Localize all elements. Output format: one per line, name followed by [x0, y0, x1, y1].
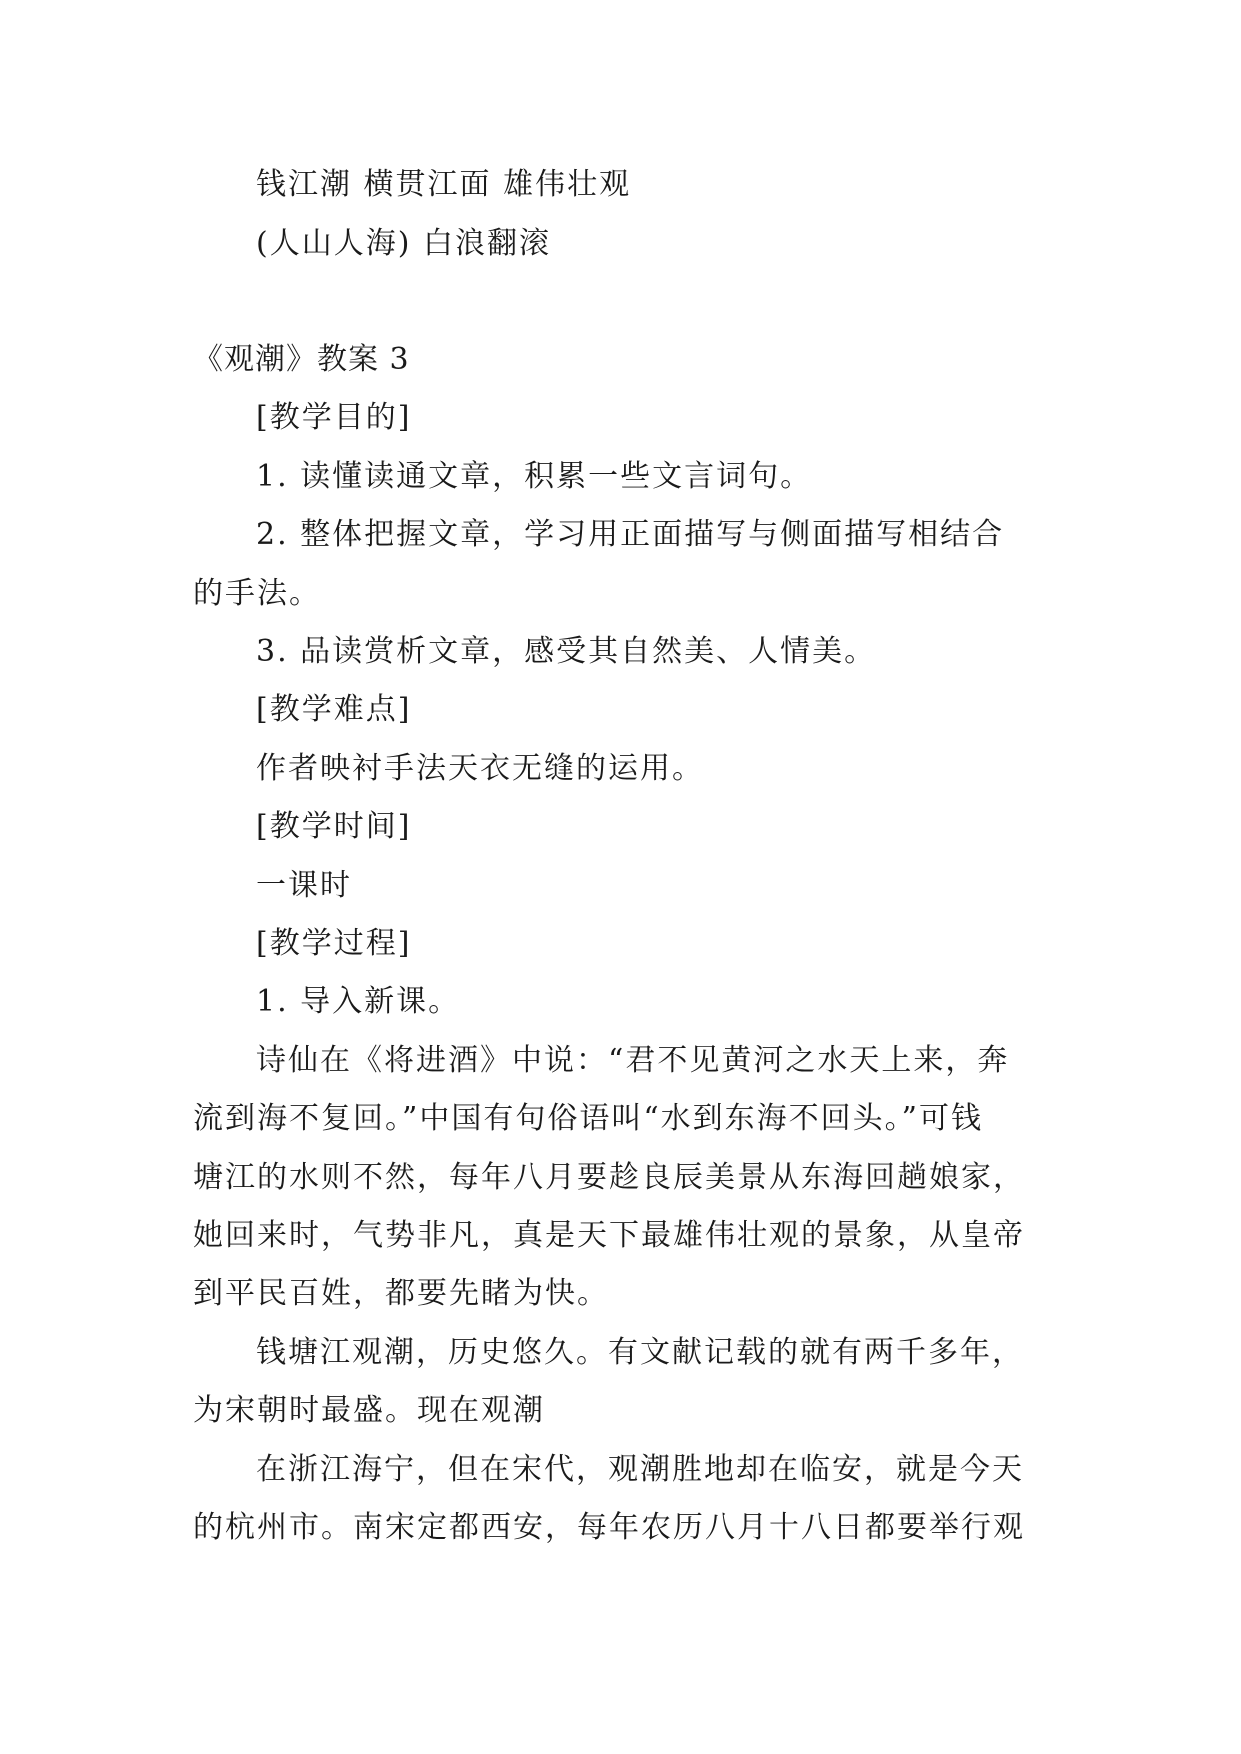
section-title: 《观潮》教案 3	[193, 342, 410, 377]
paragraph-1-line-5: 到平民百姓，都要先睹为快。	[193, 1276, 609, 1311]
paragraph-1-line-1: 诗仙在《将进酒》中说：“君不见黄河之水天上来，奔	[256, 1043, 1010, 1078]
paragraph-2-line-1: 钱塘江观潮，历史悠久。有文献记载的就有两千多年，	[256, 1335, 1024, 1370]
process-heading: [教学过程]	[256, 926, 412, 961]
paragraph-3-line-2: 的杭州市。南宋定都西安，每年农历八月十八日都要举行观	[193, 1510, 1025, 1545]
objective-3: 3. 品读赏析文章，感受其自然美、人情美。	[256, 634, 877, 669]
objective-2-line-2: 的手法。	[193, 576, 321, 611]
time-text: 一课时	[256, 868, 352, 903]
paragraph-1-line-3: 塘江的水则不然，每年八月要趁良辰美景从东海回趟娘家，	[193, 1160, 1025, 1195]
difficulty-heading: [教学难点]	[256, 692, 412, 727]
paragraph-1-line-2: 流到海不复回。”中国有句俗语叫“水到东海不回头。”可钱	[193, 1101, 984, 1136]
paragraph-3-line-1: 在浙江海宁，但在宋代，观潮胜地却在临安，就是今天	[256, 1452, 1024, 1487]
paragraph-1-line-4: 她回来时，气势非凡，真是天下最雄伟壮观的景象，从皇帝	[193, 1218, 1025, 1253]
objective-2-line-1: 2. 整体把握文章，学习用正面描写与侧面描写相结合	[256, 517, 1005, 552]
difficulty-text: 作者映衬手法天衣无缝的运用。	[256, 751, 704, 786]
time-heading: [教学时间]	[256, 809, 412, 844]
paragraph-2-line-2: 为宋朝时最盛。现在观潮	[193, 1393, 545, 1428]
step-1: 1. 导入新课。	[256, 984, 461, 1019]
objectives-heading: [教学目的]	[256, 400, 412, 435]
board-line-1: 钱江潮 横贯江面 雄伟壮观	[256, 167, 632, 202]
objective-1: 1. 读懂读通文章，积累一些文言词句。	[256, 459, 813, 494]
board-line-2: (人山人海) 白浪翻滚	[256, 226, 551, 261]
